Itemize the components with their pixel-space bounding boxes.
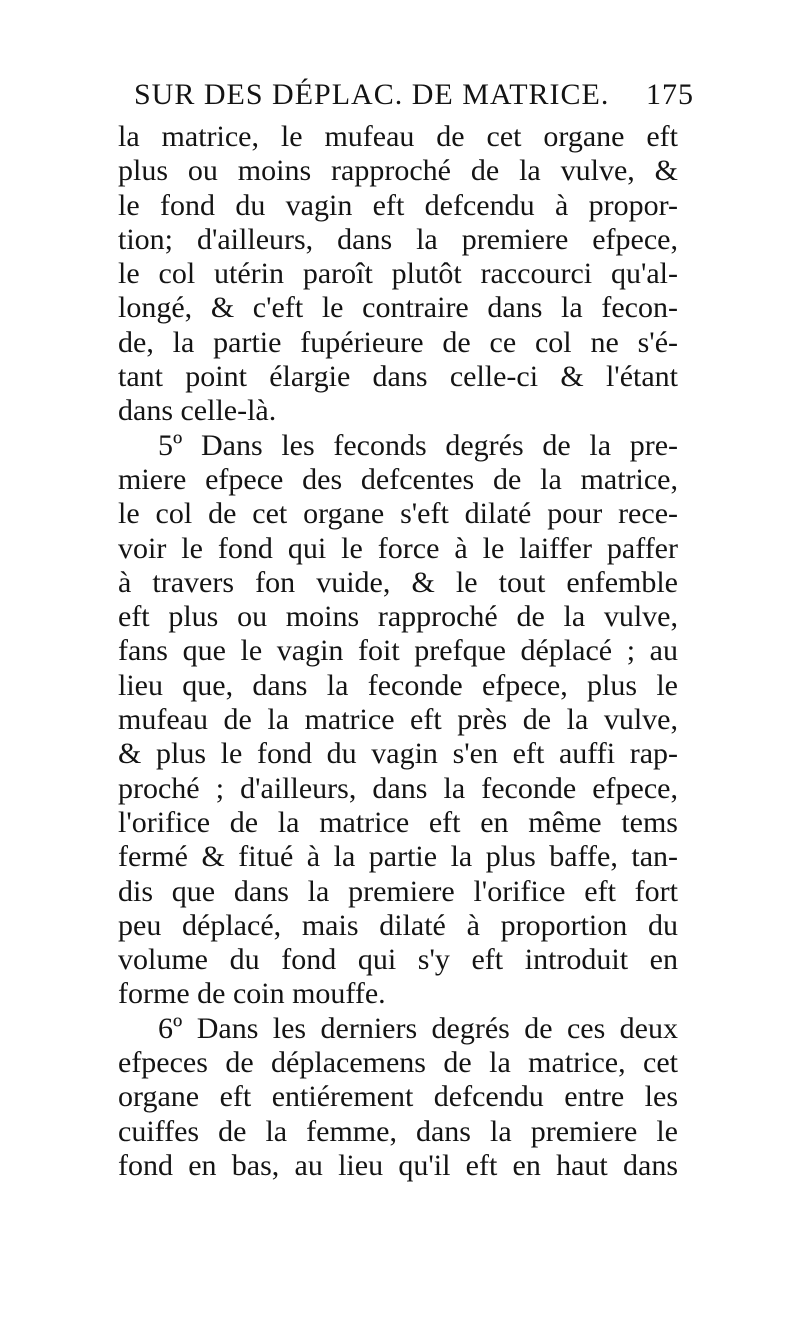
text-line: volume du fond qui s'y eft introduit en [118, 943, 678, 977]
text-line: peu déplacé, mais dilaté à proportion du [118, 908, 678, 942]
paragraph-end-line: dans celle-là. [118, 394, 277, 428]
paragraph-start-line: 5º Dans les feconds degrés de la pre- [158, 428, 678, 462]
text-line: à travers fon vuide, & le tout enfemble [118, 565, 678, 599]
text-line: dis que dans la premiere l'orifice eft fort [118, 874, 678, 908]
text-line: tion; d'ailleurs, dans la premiere efpece, [118, 222, 678, 256]
text-line: longé, & c'eft le contraire dans la fecon- [118, 291, 678, 325]
text-line: mufeau de la matrice eft près de la vulve, [118, 703, 678, 737]
text-line: fans que le vagin foit prefque déplacé ; au [118, 634, 678, 668]
text-line: proché ; d'ailleurs, dans la feconde efpece, [118, 771, 678, 805]
text-line: & plus le fond du vagin s'en eft auffi rap- [118, 737, 678, 771]
text-line: tant point élargie dans celle-ci & l'étant [118, 360, 678, 394]
text-line: fermé & fitué à la partie la plus baffe, tan- [118, 840, 678, 874]
text-line: le col de cet organe s'eft dilaté pour rece- [118, 497, 678, 531]
body-text [118, 120, 678, 1183]
page-number: 175 [646, 78, 694, 111]
text-line: le fond du vagin eft defcendu à propor- [118, 188, 678, 222]
text-line: fond en bas, au lieu qu'il eft en haut dans [118, 1148, 678, 1182]
text-line: le col utérin paroît plutôt raccourci qu'al- [118, 257, 678, 291]
text-line: la matrice, le mufeau de cet organe eft [118, 120, 678, 153]
text-line: cuiffes de la femme, dans la premiere le [118, 1114, 678, 1148]
paragraph-start-line: 6º Dans les derniers degrés de ces deux [158, 1011, 678, 1045]
text-line: eft plus ou moins rapproché de la vulve, [118, 600, 678, 634]
text-line: lieu que, dans la feconde efpece, plus le [118, 668, 678, 702]
text-line: organe eft entiérement defcendu entre les [118, 1080, 678, 1114]
paragraph-end-line: forme de coin mouffe. [118, 977, 386, 1011]
text-line: voir le fond qui le force à le laiffer paffer [118, 531, 678, 565]
running-title: SUR DES DÉPLAC. DE MATRICE. [134, 78, 610, 111]
text-line: l'orifice de la matrice eft en même tems [118, 805, 678, 839]
text-line: efpeces de déplacemens de la matrice, cet [118, 1046, 678, 1080]
page-header [134, 78, 694, 124]
text-line: miere efpece des defcentes de la matrice, [118, 462, 678, 496]
text-line: plus ou moins rapproché de la vulve, & [118, 154, 678, 188]
text-line: de, la partie fupérieure de ce col ne s'é- [118, 325, 678, 359]
